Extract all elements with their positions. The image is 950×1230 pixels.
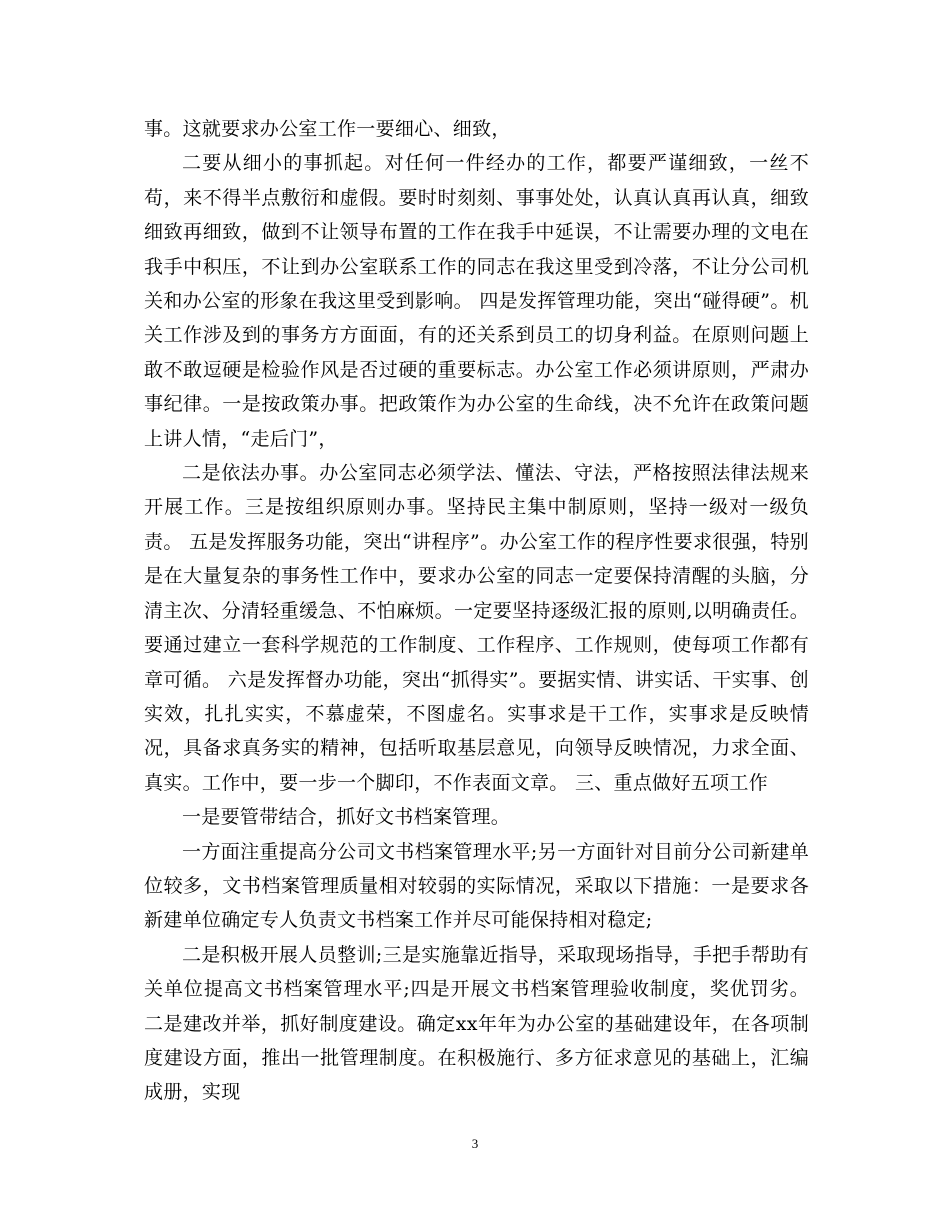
paragraph-6: 二是积极开展人员整训;三是实施靠近指导，采取现场指导，手把手帮助有关单位提高文书档案管理水平;四是开展文书档案管理验收制度，奖优罚劣。 二是建改并举，抓好制度建设。确定xx年年为办公室的基础建设年，在各项制度建设方面，推出一批管理制度。在积极施行、多方征求意见的基础上，汇编成册，实现: [144, 943, 809, 1104]
paragraph-3: 二是依法办事。办公室同志必须学法、懂法、守法，严格按照法律法规来开展工作。三是按组织原则办事。坚持民主集中制原则，坚持一级对一级负责。 五是发挥服务功能，突出“讲程序”。办公室工作的程序性要求很强，特别是在大量复杂的事务性工作中，要求办公室的同志一定要保持清醒的头脑，分清主次、分清轻重缓急、不怕麻烦。一定要坚持逐级汇报的原则,以明确责任。要通过建立一套科学规范的工作制度、工作程序、工作规则，使每项工作都有章可循。 六是发挥督办功能，突出“抓得实”。要据实情、讲实话、干实事、创实效，扎扎实实，不慕虚荣，不图虚名。实事求是干工作，实事求是反映情况，具备求真务实的精神，包括听取基层意见，向领导反映情况，力求全面、真实。工作中，要一步一个脚印，不作表面文章。 三、重点做好五项工作: [144, 462, 809, 794]
paragraph-1: 事。这就要求办公室工作一要细心、细致，: [144, 118, 511, 140]
document-body: [144, 112, 809, 1110]
page-number: 3: [471, 1136, 479, 1151]
paragraph-2: 二要从细小的事抓起。对任何一件经办的工作，都要严谨细致，一丝不苟，来不得半点敷衍和虚假。要时时刻刻、事事处处，认真认真再认真，细致细致再细致，做到不让领导布置的工作在我手中延误，不让需要办理的文电在我手中积压，不让到办公室联系工作的同志在我这里受到冷落，不让分公司机关和办公室的形象在我这里受到影响。 四是发挥管理功能，突出“碰得硬”。机关工作涉及到的事务方方面面，有的还关系到员工的切身利益。在原则问题上敢不敢逗硬是检验作风是否过硬的重要标志。办公室工作必须讲原则，严肃办事纪律。一是按政策办事。把政策作为办公室的生命线，决不允许在政策问题上讲人情，“走后门”，: [144, 152, 809, 450]
paragraph-4: 一是要管带结合，抓好文书档案管理。: [182, 806, 511, 829]
paragraph-5: 一方面注重提高分公司文书档案管理水平;另一方面针对目前分公司新建单位较多，文书档案管理质量相对较弱的实际情况，采取以下措施：一是要求各新建单位确定专人负责文书档案工作并尽可能保持相对稳定;: [144, 840, 809, 932]
